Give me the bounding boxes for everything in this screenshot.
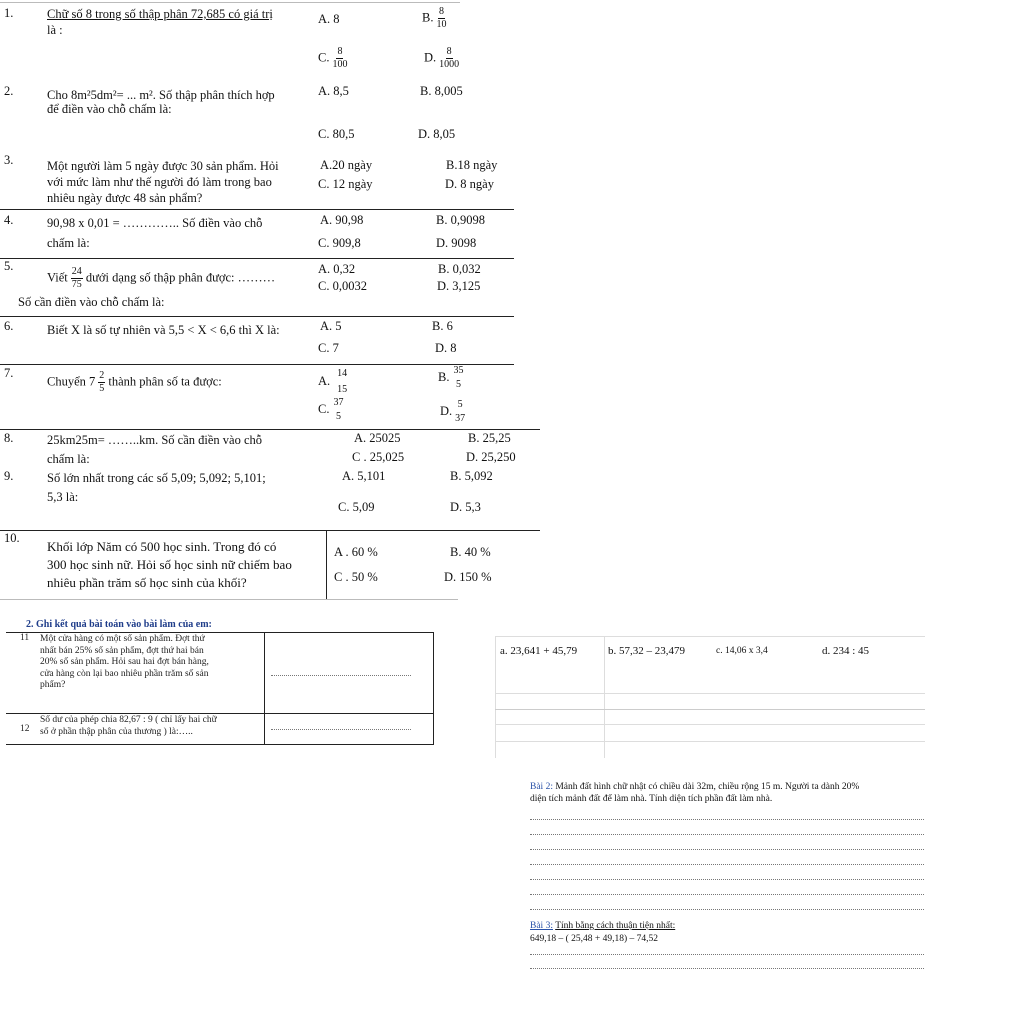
q10-option-d: D. 150 % <box>444 570 492 584</box>
q9-number: 9. <box>4 469 14 483</box>
q10-option-a: A . 60 % <box>334 545 378 559</box>
bai3-answer-line-2[interactable] <box>530 968 924 969</box>
q2-option-c: C. 80,5 <box>318 127 355 141</box>
q7-c-den: 5 <box>335 411 341 422</box>
q5-frac-num: 24 <box>71 266 82 277</box>
q7-question <box>47 370 322 395</box>
calc-b: b. 57,32 – 23,479 <box>608 645 685 657</box>
q12-answer-line[interactable] <box>271 729 411 730</box>
divider-q6-q7 <box>0 364 514 365</box>
q10-question <box>47 538 337 592</box>
bai3-expression: 649,18 – ( 25,48 + 49,18) – 74,52 <box>530 934 659 944</box>
q8-question <box>47 431 329 469</box>
q5-question <box>47 266 312 291</box>
q2-text-2: để điền vào chỗ chấm là: <box>47 102 172 116</box>
bai3-label: Bài 3: <box>530 921 553 931</box>
q12-line-2: số ở phần thập phân của thương ) là:….. <box>40 726 193 737</box>
section2-table-top <box>6 632 434 633</box>
q10-column-divider <box>326 531 327 599</box>
bai2-answer-line-5[interactable] <box>530 879 924 880</box>
q1-text: Chữ số 8 trong số thập phân 72,685 có giá trị <box>47 7 273 21</box>
q1-option-a: A. 8 <box>318 12 340 26</box>
q7-c-label: C. <box>318 401 330 416</box>
q7-text-post: thành phân số ta được: <box>108 374 222 389</box>
bottom-border-part1 <box>0 599 458 600</box>
q1-d-den: 1000 <box>439 59 460 70</box>
q4-option-b: B. 0,9098 <box>436 213 485 227</box>
q4-question <box>47 213 312 253</box>
q9-question <box>47 469 329 507</box>
q5-text-2: Số cần điền vào chỗ chấm là: <box>18 295 165 309</box>
calc-grid-row-1 <box>495 693 925 694</box>
calc-grid-left <box>495 636 496 758</box>
q7-d-den: 37 <box>455 413 466 424</box>
q9-text-1: Số lớn nhất trong các số 5,09; 5,092; 5,101; <box>47 471 266 485</box>
q7-frac-den: 5 <box>99 383 105 394</box>
q3-text-3: nhiêu ngày được 48 sản phẩm? <box>47 191 203 205</box>
bai2-answer-line-3[interactable] <box>530 849 924 850</box>
q7-a-den: 15 <box>337 384 348 395</box>
top-border <box>0 2 460 3</box>
q6-number: 6. <box>4 319 14 333</box>
section2-table-bottom <box>6 744 434 745</box>
bai2-line-2: diện tích mảnh đất để làm nhà. Tính diện tích phần đất làm nhà. <box>530 794 773 804</box>
bai2-answer-line-7[interactable] <box>530 909 924 910</box>
bai2-answer-line-2[interactable] <box>530 834 924 835</box>
q3-option-b: B.18 ngày <box>446 158 498 172</box>
q7-a-num: 14 <box>337 368 348 379</box>
q5-text-pre: Viết <box>47 270 68 285</box>
q7-frac-num: 2 <box>99 370 105 381</box>
q4-option-a: A. 90,98 <box>320 213 364 227</box>
q1-c-label: C. <box>318 50 330 65</box>
q5-number: 5. <box>4 259 14 273</box>
q3-option-c: C. 12 ngày <box>318 177 373 191</box>
q3-text-1: Một người làm 5 ngày được 30 sản phẩm. Hỏi <box>47 159 279 173</box>
bai2-answer-line-4[interactable] <box>530 864 924 865</box>
bai3-problem <box>530 920 675 946</box>
bai2-answer-line-6[interactable] <box>530 894 924 895</box>
divider-q7-q8 <box>0 429 540 430</box>
q7-b-num: 35 <box>453 365 464 376</box>
q7-a-label: A. <box>318 373 331 388</box>
bai2-label: Bài 2: <box>530 782 553 792</box>
q1-number: 1. <box>4 6 14 20</box>
bai2-answer-line-1[interactable] <box>530 819 924 820</box>
q2-option-a: A. 8,5 <box>318 84 349 98</box>
q7-option-d <box>440 398 465 426</box>
q9-option-c: C. 5,09 <box>338 500 375 514</box>
q3-text-2: với mức làm như thế người đó làm trong bao <box>47 175 272 189</box>
q11-question <box>40 634 262 692</box>
q5-option-a: A. 0,32 <box>318 262 356 276</box>
q8-text-1: 25km25m= ……..km. Số cần điền vào chỗ <box>47 433 263 447</box>
q6-option-c: C. 7 <box>318 341 339 355</box>
q7-option-a <box>318 366 348 398</box>
q2-text-1: Cho 8m²5dm²= ... m². Số thập phân thích hợp <box>47 88 275 102</box>
q7-c-num: 37 <box>333 397 344 408</box>
q3-option-d: D. 8 ngày <box>445 177 494 191</box>
q9-option-b: B. 5,092 <box>450 469 493 483</box>
bai2-line-1: Mảnh đất hình chữ nhật có chiều dài 32m, chiều rộng 15 m. Người ta dành 20% <box>555 782 860 792</box>
q6-option-d: D. 8 <box>435 341 457 355</box>
q1-question <box>47 6 317 38</box>
q4-text-2: chấm là: <box>47 236 90 250</box>
calc-c: c. 14,06 x 3,4 <box>716 646 768 656</box>
section2-table-mid <box>6 713 434 714</box>
q5-text-post: dưới dạng số thập phân được: ……… <box>85 270 276 285</box>
q1-b-label: B. <box>422 10 434 25</box>
q8-option-d: D. 25,250 <box>466 450 516 464</box>
bai2-problem <box>530 781 930 805</box>
q3-question <box>47 158 317 206</box>
q6-question: Biết X là số tự nhiên và 5,5 < X < 6,6 thì X là: <box>47 323 280 337</box>
section2-col-divider <box>264 632 265 744</box>
calc-grid-row-4 <box>495 741 925 742</box>
calc-a: a. 23,641 + 45,79 <box>500 645 578 657</box>
q7-number: 7. <box>4 366 14 380</box>
q4-number: 4. <box>4 213 14 227</box>
divider-q4-q5 <box>0 258 514 259</box>
q7-option-b <box>438 364 464 392</box>
q11-answer-line[interactable] <box>271 675 411 676</box>
q10-number: 10. <box>4 531 20 545</box>
calc-grid-row-2 <box>495 709 925 710</box>
q2-option-b: B. 8,005 <box>420 84 463 98</box>
q8-option-a: A. 25025 <box>354 431 401 445</box>
calc-grid-row-3 <box>495 724 925 725</box>
q10-option-b: B. 40 % <box>450 545 491 559</box>
q4-option-d: D. 9098 <box>436 236 477 250</box>
q8-option-b: B. 25,25 <box>468 431 511 445</box>
q3-number: 3. <box>4 153 14 167</box>
q12-number: 12 <box>20 724 30 734</box>
q1-d-num: 8 <box>446 46 452 57</box>
q7-option-c <box>318 396 344 424</box>
divider-q5-q6 <box>0 316 514 317</box>
q8-number: 8. <box>4 431 14 445</box>
q1-d-label: D. <box>424 50 437 65</box>
q7-d-label: D. <box>440 403 453 418</box>
q7-b-label: B. <box>438 369 450 384</box>
q8-option-c: C . 25,025 <box>352 450 405 464</box>
q6-option-b: B. 6 <box>432 319 453 333</box>
calc-grid-top <box>495 636 925 637</box>
q2-number: 2. <box>4 84 14 98</box>
q2-question <box>47 88 317 116</box>
q5-option-d: D. 3,125 <box>437 279 481 293</box>
q9-option-d: D. 5,3 <box>450 500 481 514</box>
q2-option-d: D. 8,05 <box>418 127 456 141</box>
q10-text-1: Khối lớp Năm có 500 học sinh. Trong đó có <box>47 539 277 554</box>
q1-c-num: 8 <box>337 46 343 57</box>
q4-option-c: C. 909,8 <box>318 236 361 250</box>
q12-question <box>40 715 262 738</box>
section2-table-right <box>433 632 434 744</box>
q10-text-2: 300 học sinh nữ. Hỏi số học sinh nữ chiếm bao <box>47 557 292 572</box>
q1-b-den: 10 <box>436 19 447 30</box>
q8-text-2: chấm là: <box>47 452 90 466</box>
calc-grid-divider <box>604 636 605 758</box>
q7-text-pre: Chuyển 7 <box>47 374 96 389</box>
q11-line-3: 20% số sản phẩm. Hỏi sau hai đợt bán hàng, <box>40 657 209 667</box>
section-2-title: 2. Ghi kết quả bài toán vào bài làm của em: <box>26 619 212 630</box>
q10-text-3: nhiêu phần trăm số học sinh của khối? <box>47 575 247 590</box>
q11-number: 11 <box>20 633 30 643</box>
q1-c-den: 100 <box>332 59 348 70</box>
q12-line-1: Số dư của phép chia 82,67 : 9 ( chỉ lấy hai chữ <box>40 715 217 725</box>
q5-option-c: C. 0,0032 <box>318 279 367 293</box>
q3-option-a: A.20 ngày <box>320 158 373 172</box>
q5-option-b: B. 0,032 <box>438 262 481 276</box>
divider-q3-q4 <box>0 209 514 210</box>
q1-b-num: 8 <box>438 6 444 17</box>
q1-option-c <box>318 46 347 71</box>
q6-option-a: A. 5 <box>320 319 342 333</box>
q10-option-c: C . 50 % <box>334 570 378 584</box>
q5-frac-den: 75 <box>71 279 82 290</box>
q11-line-2: nhất bán 25% số sản phẩm, đợt thứ hai bán <box>40 645 204 656</box>
q11-line-4: cửa hàng còn lại bao nhiêu phần trăm số sản <box>40 668 209 679</box>
q7-d-num: 5 <box>457 399 463 410</box>
q1-option-b <box>422 6 446 31</box>
bai3-title: Tính bằng cách thuận tiện nhất: <box>555 921 676 931</box>
q11-line-5: phẩm? <box>40 680 66 690</box>
q11-line-1: Một cửa hàng có một số sản phẩm. Đợt thứ <box>40 634 205 644</box>
q1-option-d <box>424 46 459 71</box>
q9-text-2: 5,3 là: <box>47 490 79 504</box>
bai3-answer-line-1[interactable] <box>530 954 924 955</box>
divider-q9-q10 <box>0 530 540 531</box>
q4-text-1: 90,98 x 0,01 = ………….. Số điền vào chỗ <box>47 216 263 230</box>
calc-d: d. 234 : 45 <box>822 645 870 657</box>
q9-option-a: A. 5,101 <box>342 469 386 483</box>
q1-text-2: là : <box>47 23 63 37</box>
q7-b-den: 5 <box>455 379 461 390</box>
